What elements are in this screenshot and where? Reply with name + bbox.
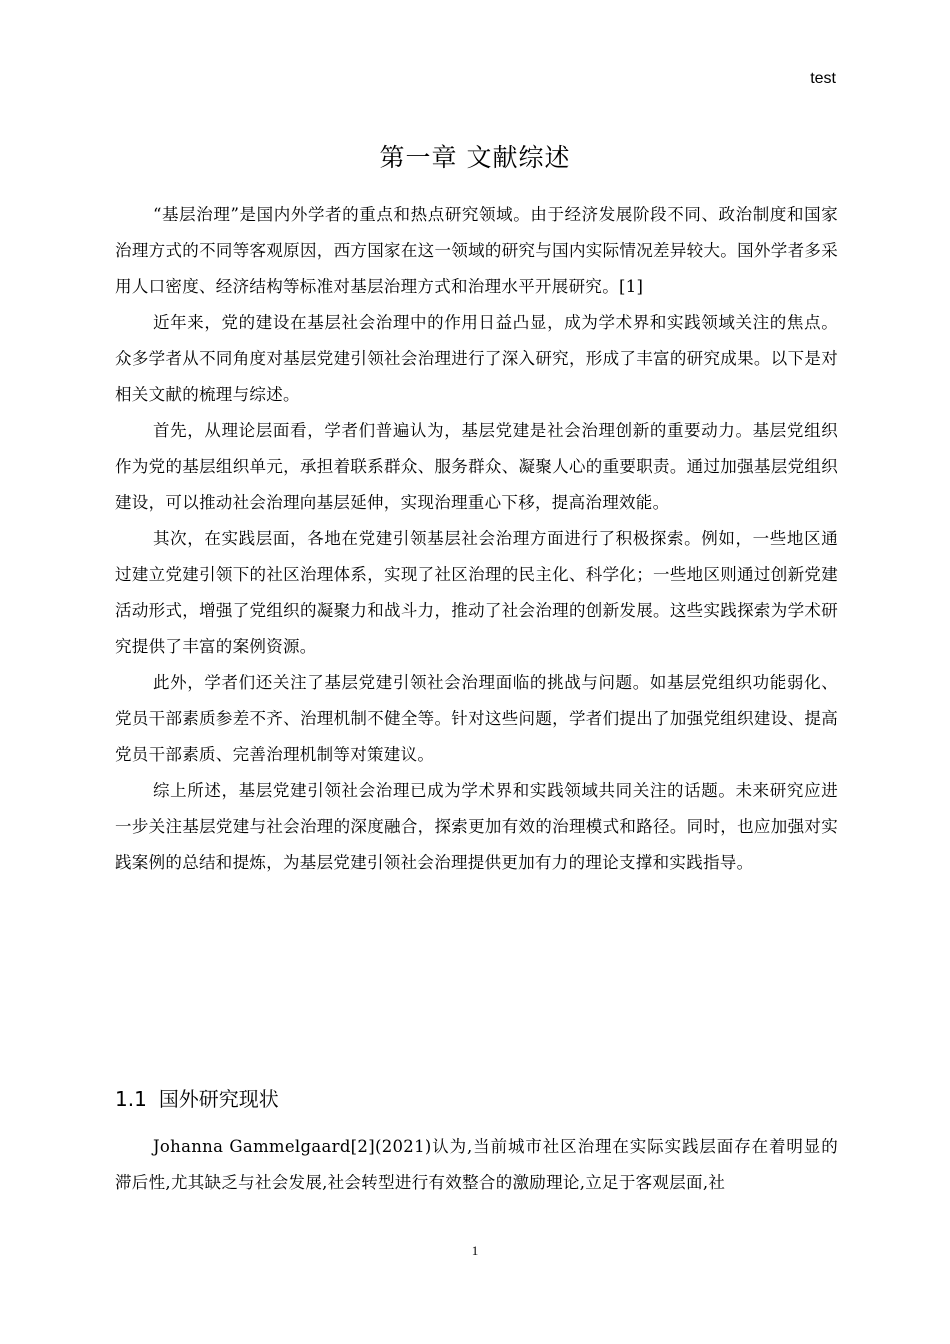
paragraph: “基层治理”是国内外学者的重点和热点研究领域。由于经济发展阶段不同、政治制度和国家治理方式的不同等客观原因，西方国家在这一领域的研究与国内实际情况差异较大。国外学者多采用人口密度、经济结构等标准对基层治理方式和治理水平开展研究。[1]: [115, 205, 838, 296]
paragraph: 综上所述，基层党建引领社会治理已成为学术界和实践领域共同关注的话题。未来研究应进一步关注基层党建与社会治理的深度融合，探索更加有效的治理模式和路径。同时，也应加强对实践案例的总结和提炼，为基层党建引领社会治理提供更加有力的理论支撑和实践指导。: [115, 781, 838, 872]
chapter-title: 第一章 文献综述: [379, 143, 571, 172]
section-body: [115, 1129, 838, 1201]
running-header: test: [810, 70, 836, 87]
paragraph: 其次，在实践层面，各地在党建引领基层社会治理方面进行了积极探索。例如，一些地区通过建立党建引领下的社区治理体系，实现了社区治理的民主化、科学化；一些地区则通过创新党建活动形式，增强了党组织的凝聚力和战斗力，推动了社会治理的创新发展。这些实践探索为学术研究提供了丰富的案例资源。: [115, 529, 838, 656]
section-heading: [115, 1083, 279, 1112]
paragraph: 首先，从理论层面看，学者们普遍认为，基层党建是社会治理创新的重要动力。基层党组织作为党的基层组织单元，承担着联系群众、服务群众、凝聚人心的重要职责。通过加强基层党组织建设，可以推动社会治理向基层延伸，实现治理重心下移，提高治理效能。: [115, 421, 838, 512]
chapter-body: [115, 197, 838, 881]
paragraph: Johanna Gammelgaard[2](2021)认为,当前城市社区治理在实际实践层面存在着明显的滞后性,尤其缺乏与社会发展,社会转型进行有效整合的激励理论,立足于客观层面,社: [115, 1137, 838, 1192]
page-number: 1: [471, 1243, 479, 1258]
section-number: 1.1: [115, 1087, 147, 1111]
section-title: 国外研究现状: [158, 1087, 279, 1111]
paragraph: 近年来，党的建设在基层社会治理中的作用日益凸显，成为学术界和实践领域关注的焦点。众多学者从不同角度对基层党建引领社会治理进行了深入研究，形成了丰富的研究成果。以下是对相关文献的梳理与综述。: [115, 313, 838, 404]
paragraph: 此外，学者们还关注了基层党建引领社会治理面临的挑战与问题。如基层党组织功能弱化、党员干部素质参差不齐、治理机制不健全等。针对这些问题，学者们提出了加强党组织建设、提高党员干部素质、完善治理机制等对策建议。: [115, 673, 838, 764]
